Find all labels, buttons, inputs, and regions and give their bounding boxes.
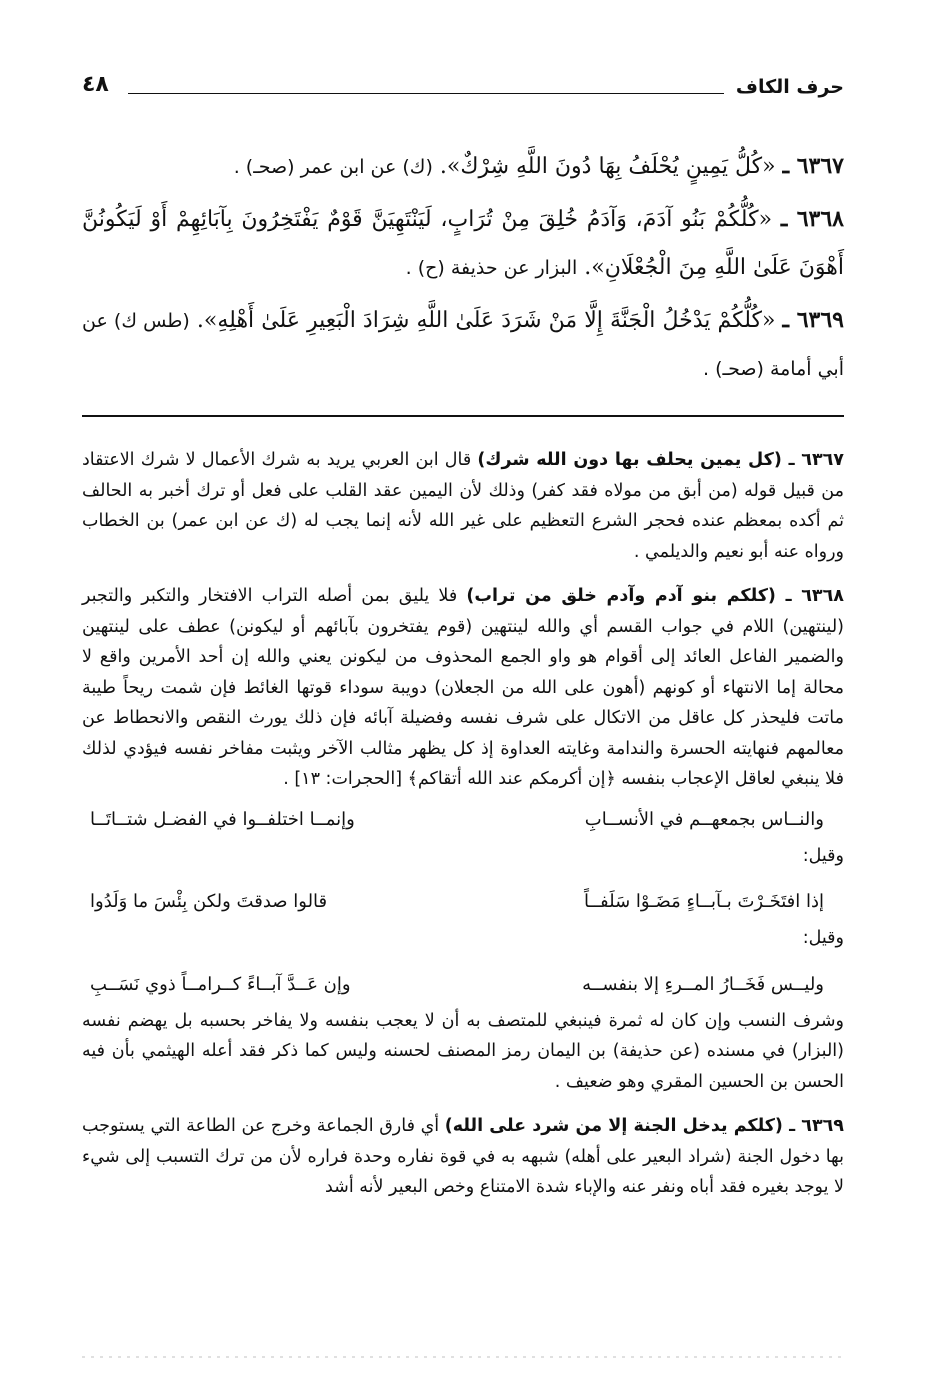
hadith-6368 — [82, 195, 844, 292]
hadith-number: ٦٣٦٨ ـ — [780, 206, 844, 232]
verse-intro: وقيل: — [802, 845, 844, 866]
verse-first-hemistich: والنــاس بجمعهــم في الأنســابِ — [584, 808, 824, 830]
hadith-source: (ك) عن ابن عمر (صحـ) . — [233, 156, 433, 178]
book-page — [82, 70, 844, 1217]
commentary-body: فلا يليق بمن أصله التراب الافتخار والتكبر والتجبر (لينتهين) اللام في جواب القسم أي والله لينتهين (قوم يفتخرون بآبائهم أو ليكونن) عطف على لينتهين والضمير الفاعل العائد إلى أقوام هو واو الجمع المحذوف من ليكونن يعني والله إن أحد الأمرين واقع لا محالة إما الانتهاء أو كونهم (أهون على الله من الجعلان) دويبة سوداء قوتها الغائط فإن شمت ريحاً طيبة ماتت فليحذر كل عاقل من الاتكال على شرف نفسه وفضيلة آبائه فإن ذلك يورث النقص والانحطاط عن معالمهم فنهايته الحسرة والندامة وغايته العداوة إذ كل يظهر مثالب الآخر ويثبت مفاخر نفسه فيؤدي لذلك فلا ينبغي لعاقل الإعجاب بنفسه ﴿إن أكرمكم عند الله أتقاكم﴾ [الحجرات: ١٣] . — [82, 586, 844, 789]
section-divider — [82, 415, 844, 417]
hadith-number: ٦٣٦٧ ـ — [782, 153, 844, 179]
commentary-closing: وشرف النسب وإن كان له ثمرة فينبغي للمتصف به أن لا يعجب بنفسه ولا يفاخر بحسبه بل يهضم نفسه (البزار) في مسنده (عن حذيفة) بن اليمان رمز المصنف لحسنه وليس كما ذكر فقد أعله الهيثمي بأن فيه الحسن بن الحسين المقري وهو ضعيف . — [82, 1010, 844, 1092]
hadith-text: «كُلُّكُمْ بَنُو آدَمَ، وَآدَمُ خُلِقَ مِنْ تُرَابٍ، لَيَنْتَهِيَنَّ قَوْمٌ يَفْتَخِرُونَ بِآبَائِهِمْ أَوْ لَيَكُونُنَّ أَهْوَنَ عَلَىٰ اللَّهِ مِنَ الْجُعْلَانِ». — [82, 207, 844, 280]
commentary-body: قال ابن العربي يريد به شرك الأعمال لا شرك الاعتقاد من قبيل قوله (من أبق من مولاه فقد كفر) وذلك لأن اليمين عقد القلب على فعل أو ترك أخبر به الحالف ثم أكده بمعظم عنده فحجر الشرع التعظيم على غير الله لأنه إنما يجب له (ك عن ابن عمر) بن الخطاب ورواه عنه أبو نعيم والديلمي . — [82, 450, 844, 562]
commentary-lead: ٦٣٦٧ ـ (كل يمين يحلف بها دون الله شرك) — [477, 450, 844, 470]
commentary-6368 — [82, 581, 844, 795]
hadith-text: «كُلُّكُمْ يَدْخُلُ الْجَنَّةَ إِلَّا مَنْ شَرَدَ عَلَىٰ اللَّهِ شِرَادَ الْبَعِيرِ عَلَىٰ أَهْلِهِ». — [196, 308, 776, 333]
hadith-section — [82, 142, 844, 393]
header-rule — [128, 93, 724, 94]
verse-second-hemistich: وإنمــا اختلفــوا في الفضـل شتــاتَــا — [90, 808, 355, 830]
page-number: ٤٨ — [82, 72, 109, 97]
poetry-verse — [82, 803, 844, 837]
hadith-text: «كُلُّ يَمِينٍ يُحْلَفُ بِهَا دُونَ اللَّهِ شِرْكٌ». — [439, 154, 776, 179]
commentary-lead: ٦٣٦٩ ـ (كلكم يدخل الجنة إلا من شرد على الله) — [444, 1116, 844, 1136]
hadith-6367 — [82, 142, 844, 191]
commentary-6367 — [82, 445, 844, 567]
chapter-title: حرف الكاف — [735, 76, 844, 98]
verse-first-hemistich: إذا افتَخَـرْتَ بـآبــاءٍ مَضَـوْا سَلَفــاً — [584, 891, 824, 912]
hadith-number: ٦٣٦٩ ـ — [782, 307, 844, 333]
verse-second-hemistich: وإن عَــدَّ آبــاءً كــرامــاً ذوي نَسَــبِ — [90, 973, 351, 995]
scan-noise — [82, 1356, 846, 1358]
hadith-source: (طس ك) عن أبي أمامة (صحـ) . — [82, 310, 844, 380]
verse-first-hemistich: وليــس فَخَــارُ المــرءِ إلا بنفســه — [582, 973, 824, 995]
commentary-body: أي فارق الجماعة وخرج عن الطاعة التي يستوجب بها دخول الجنة (شراد البعير على أهله) شبهه به في قوة نفاره وحدة فراره لأن من ترك التسبب إلى شيء لا يوجد بغيره فقد أباه ونفر عنه والإباء شدة الامتناع وخص البعير لأنه أشد — [82, 1116, 844, 1197]
hadith-source: البزار عن حذيفة (ح) . — [405, 257, 578, 279]
commentary-lead: ٦٣٦٨ ـ (كلكم بنو آدم وآدم خلق من تراب) — [466, 586, 844, 606]
poetry-verse — [82, 968, 844, 1002]
poetry-verse — [82, 885, 844, 919]
hadith-6369 — [82, 296, 844, 393]
commentary-section — [82, 445, 844, 1203]
commentary-6369 — [82, 1111, 844, 1203]
running-header — [82, 70, 844, 114]
verse-second-hemistich: قالوا صدقتَ ولكن بِئْسَ ما وَلَدُوا — [90, 891, 328, 912]
verse-intro: وقيل: — [802, 928, 844, 948]
